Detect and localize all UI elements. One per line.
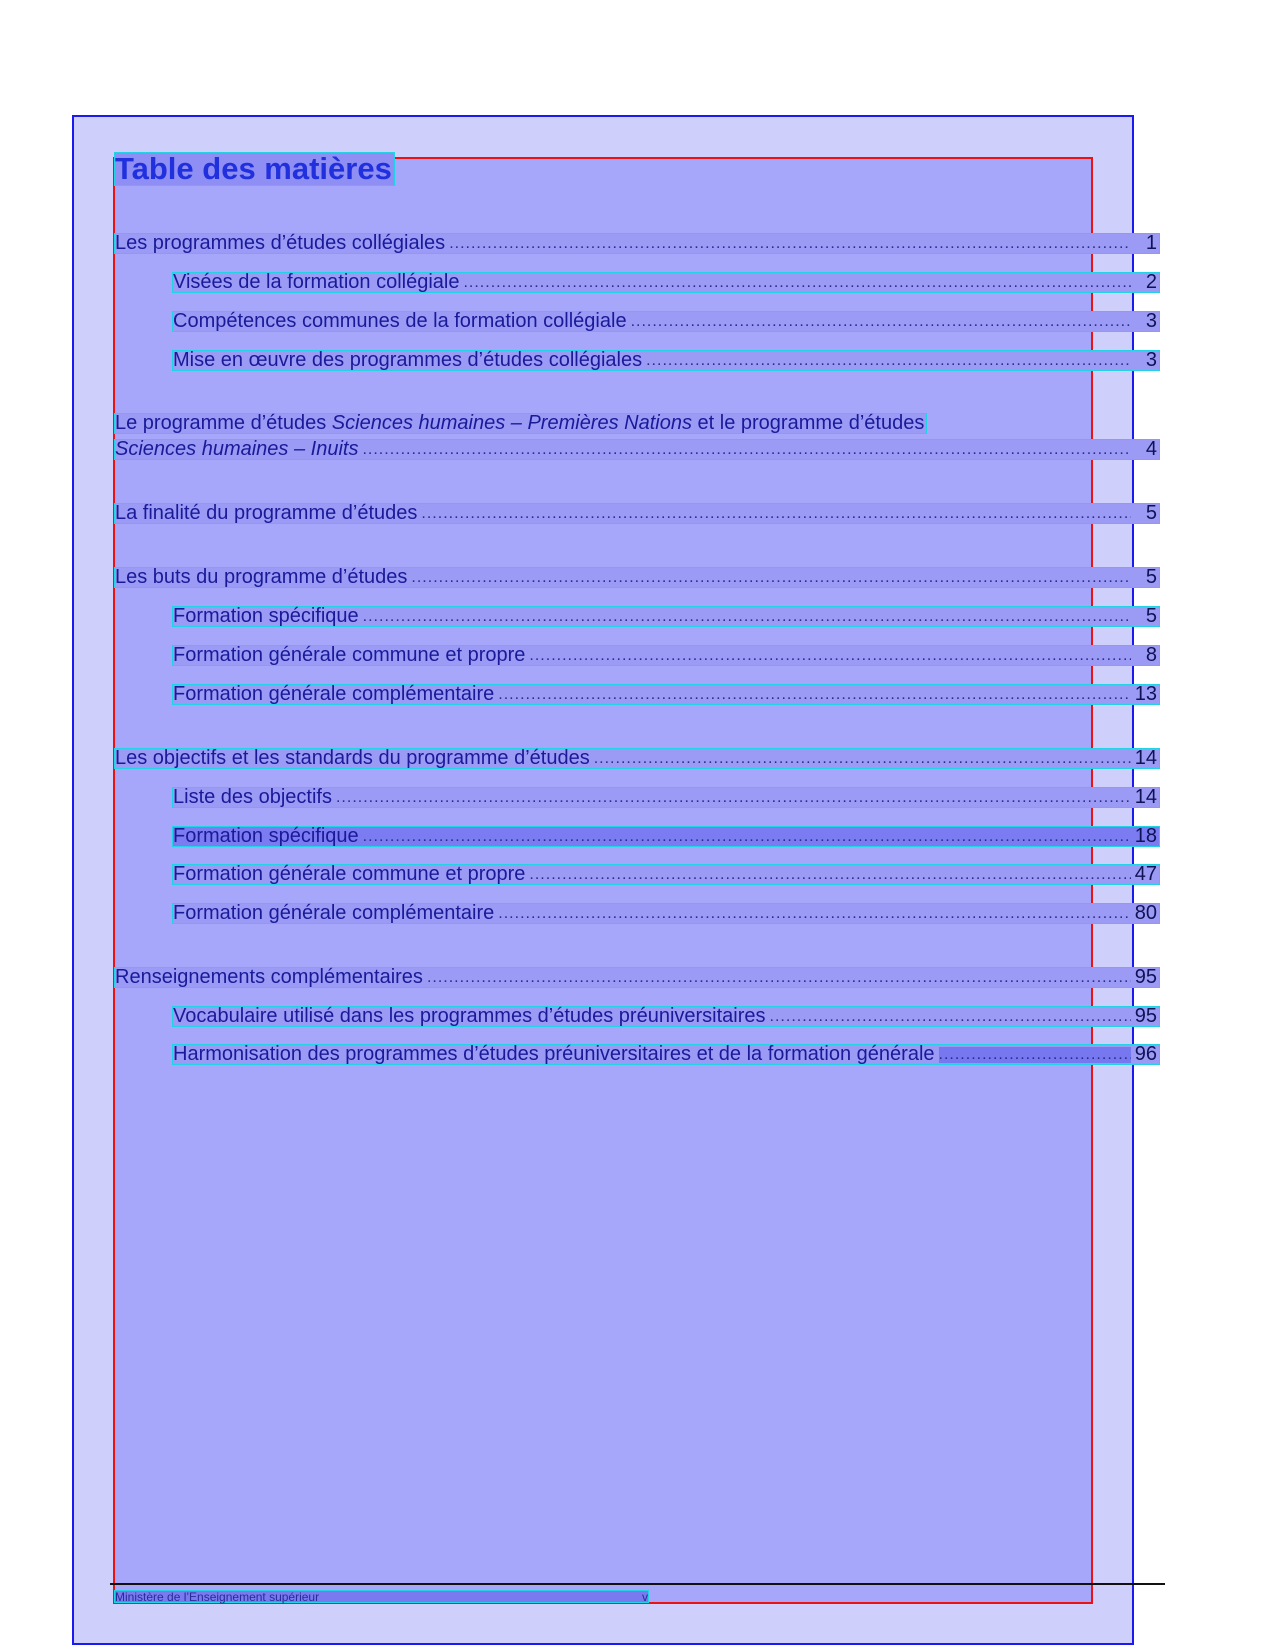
toc-page-number: 95 xyxy=(1134,1005,1157,1027)
toc-page-number: 8 xyxy=(1145,644,1157,666)
dot-leader xyxy=(427,970,1131,986)
toc-entry[interactable] xyxy=(172,864,1160,885)
toc-page-number: 96 xyxy=(1134,1043,1157,1065)
page-footer xyxy=(114,1590,649,1603)
toc-page-number: 18 xyxy=(1134,825,1157,847)
toc-label: Formation générale complémentaire xyxy=(173,683,495,705)
toc-label: Visées de la formation collégiale xyxy=(173,271,460,293)
dot-leader xyxy=(646,353,1131,369)
toc-label: Formation générale commune et propre xyxy=(173,863,526,885)
toc-page-number: 95 xyxy=(1134,966,1157,988)
dot-leader xyxy=(939,1047,1131,1063)
toc-page-number: 1 xyxy=(1145,232,1157,254)
toc-entry[interactable] xyxy=(172,311,1160,332)
dot-leader xyxy=(336,790,1131,806)
toc-label-italic: Sciences humaines – Inuits xyxy=(115,438,359,460)
toc-page-number: 3 xyxy=(1145,349,1157,371)
dot-leader xyxy=(421,506,1131,522)
toc-label: Les programmes d’études collégiales xyxy=(115,232,446,254)
toc-page-number: 4 xyxy=(1145,438,1157,460)
toc-label-part: Le programme d’études xyxy=(115,412,332,434)
toc-entry[interactable] xyxy=(172,787,1160,808)
toc-page-number: 13 xyxy=(1134,683,1157,705)
toc-entry[interactable] xyxy=(114,503,1160,524)
toc-page-number: 47 xyxy=(1134,863,1157,885)
toc-label: La finalité du programme d’études xyxy=(115,502,418,524)
toc-page-number: 5 xyxy=(1145,502,1157,524)
footer-page-number: v xyxy=(642,1589,648,1604)
toc-entry[interactable] xyxy=(172,645,1160,666)
toc-label: Les buts du programme d’études xyxy=(115,566,408,588)
dot-leader xyxy=(363,829,1131,845)
toc-label-italic: Sciences humaines – Premières Nations xyxy=(331,412,692,434)
dot-leader xyxy=(362,442,1131,458)
dot-leader xyxy=(594,751,1131,767)
toc-page-number: 2 xyxy=(1145,271,1157,293)
dot-leader xyxy=(770,1009,1131,1025)
toc-label: Formation spécifique xyxy=(173,605,359,627)
toc-label: Mise en œuvre des programmes d’études collégiales xyxy=(173,349,643,371)
toc-page-number: 5 xyxy=(1145,566,1157,588)
toc-entry[interactable] xyxy=(172,272,1160,293)
toc-entry[interactable] xyxy=(114,967,1160,988)
footer-rule xyxy=(110,1583,1165,1585)
toc-label: Formation générale complémentaire xyxy=(173,902,495,924)
page-title: Table des matières xyxy=(114,152,395,186)
toc-entry[interactable] xyxy=(172,1006,1160,1027)
toc-entry-line1[interactable] xyxy=(114,413,927,434)
toc-label: Harmonisation des programmes d’études préuniversitaires et de la formation générale xyxy=(173,1043,935,1065)
toc-page-number: 3 xyxy=(1145,310,1157,332)
dot-leader xyxy=(529,867,1131,883)
toc-label: Formation spécifique xyxy=(173,825,359,847)
toc-entry[interactable] xyxy=(172,350,1160,371)
toc-entry[interactable] xyxy=(114,233,1160,254)
toc-label: Compétences communes de la formation collégiale xyxy=(173,310,627,332)
dot-leader xyxy=(463,275,1131,291)
toc-page-number: 14 xyxy=(1134,747,1157,769)
toc-entry[interactable] xyxy=(172,826,1160,847)
dot-leader xyxy=(529,648,1131,664)
dot-leader xyxy=(498,687,1131,703)
toc-entry[interactable] xyxy=(172,684,1160,705)
toc-page-number: 80 xyxy=(1134,902,1157,924)
dot-leader xyxy=(449,236,1131,252)
toc-label: Renseignements complémentaires xyxy=(115,966,423,988)
toc-label: Les objectifs et les standards du programme d’études xyxy=(115,747,590,769)
toc-label: Liste des objectifs xyxy=(173,786,332,808)
toc-entry[interactable] xyxy=(114,748,1160,769)
dot-leader xyxy=(363,609,1131,625)
toc-entry[interactable] xyxy=(172,903,1160,924)
toc-label: Formation générale commune et propre xyxy=(173,644,526,666)
toc-entry[interactable] xyxy=(172,1044,1160,1065)
dot-leader xyxy=(631,314,1131,330)
toc-page-number: 14 xyxy=(1134,786,1157,808)
dot-leader xyxy=(498,906,1131,922)
footer-ministry: Ministère de l’Enseignement supérieur xyxy=(115,1589,320,1604)
toc-page-number: 5 xyxy=(1145,605,1157,627)
toc-label: Vocabulaire utilisé dans les programmes d’études préuniversitaires xyxy=(173,1005,766,1027)
toc-entry[interactable] xyxy=(172,606,1160,627)
toc-label-part: et le programme d’études xyxy=(691,412,925,434)
dot-leader xyxy=(411,570,1131,586)
toc-entry[interactable] xyxy=(114,567,1160,588)
toc-entry[interactable] xyxy=(114,439,1160,460)
